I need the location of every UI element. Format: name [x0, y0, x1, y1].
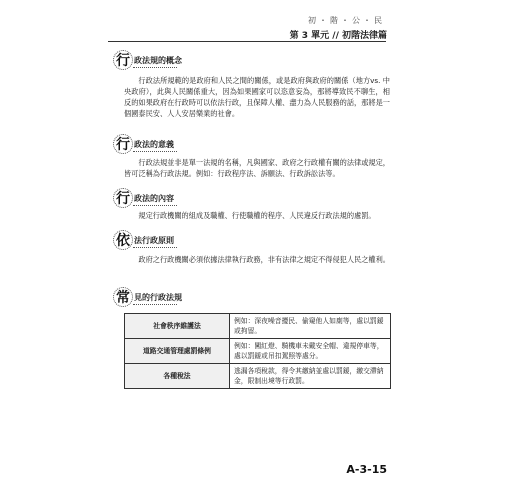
table-row	[125, 339, 391, 364]
section-initial: 常	[113, 287, 133, 307]
section-heading-text: 見的行政法規	[134, 293, 182, 302]
law-example: 逃漏各項稅款，得令其繳納並處以罰鍰，繳交滯納金，限制出境等行政罰。	[230, 364, 391, 389]
section-heading-text: 政法的意義	[134, 140, 174, 149]
laws-table	[124, 313, 391, 389]
section-initial: 行	[113, 134, 133, 154]
section-initial: 行	[113, 50, 133, 70]
dotted-underline	[133, 151, 177, 152]
section-paragraph: 規定行政機關的組成及職權、行使職權的程序、人民違反行政法規的處罰。	[138, 211, 376, 220]
law-example: 例如：深夜噪音擾民、偷窺他人如廁等，處以罰鍰或拘留。	[230, 314, 391, 339]
section-initial: 行	[113, 188, 133, 208]
page-number: A-3-15	[346, 463, 387, 476]
dotted-underline	[133, 247, 177, 248]
dotted-underline	[133, 67, 177, 68]
law-name: 道路交通管理處罰條例	[125, 339, 230, 364]
section-heading-text: 政法的內容	[134, 194, 174, 203]
unit-title: 第 3 單元 // 初階法律篇	[289, 31, 387, 41]
law-example: 例如：闖紅燈、騎機車未戴安全帽、違規停車等，處以罰鍰或吊扣駕照等處分。	[230, 339, 391, 364]
subject-label: 初・階・公・民	[308, 16, 385, 25]
table-row	[125, 364, 391, 389]
law-name: 社會秩序維護法	[125, 314, 230, 339]
header-rule	[108, 41, 386, 42]
section-heading-text: 政法規的概念	[134, 56, 182, 65]
dotted-underline	[133, 205, 177, 206]
table-row	[125, 314, 391, 339]
section-heading-text: 法行政原則	[134, 236, 174, 245]
section-paragraph: 行政法所規範的是政府和人民之間的關係，或是政府與政府的關係（地方vs. 中央政府），此與人民關係重大，因為如果國家可以恣意妄為，那將導致民不聊生，相反的如果政府在行政時可以依法行政，且保障人權、盡力為人民服務的話，那將是一個國泰民安、人人安居樂業的社會。	[124, 76, 390, 118]
dotted-underline	[133, 304, 177, 305]
section-paragraph: 行政法規並非是單一法規的名稱，凡與國家、政府之行政權有關的法律或規定，皆可泛稱為行政法規。例如：行政程序法、訴願法、行政訴訟法等。	[124, 158, 390, 178]
law-name: 各種稅法	[125, 364, 230, 389]
section-paragraph: 政府之行政機關必須依據法律執行政務，非有法律之規定不得侵犯人民之權利。	[138, 255, 390, 264]
section-initial: 依	[113, 230, 133, 250]
